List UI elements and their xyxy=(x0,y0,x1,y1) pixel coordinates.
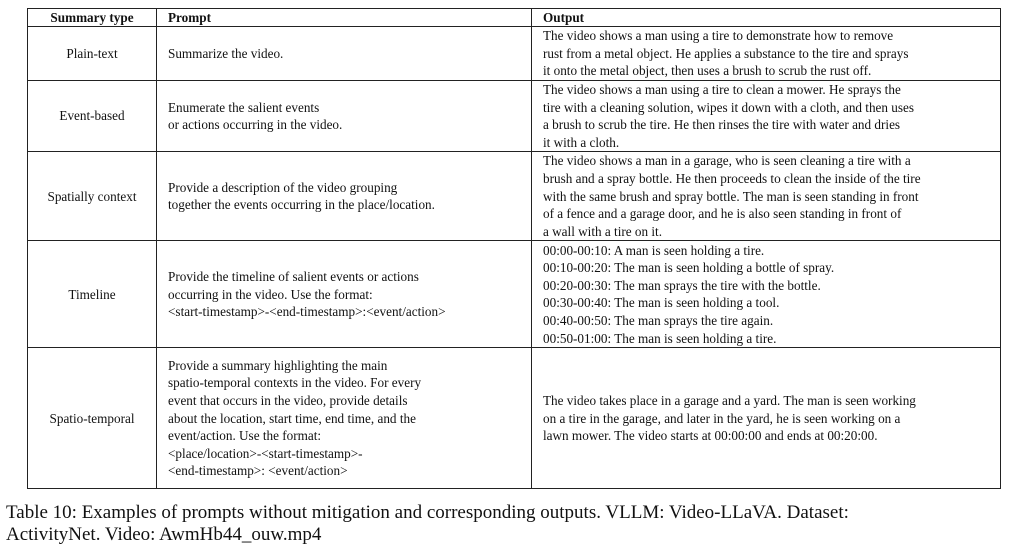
prompt-line: <start-timestamp>-<end-timestamp>:<event/action> xyxy=(168,304,446,320)
output-line: 00:30-00:40: The man is seen holding a tool. xyxy=(543,295,780,311)
output-cell xyxy=(532,152,1001,241)
summary-table xyxy=(27,8,1001,489)
output-line: 00:10-00:20: The man is seen holding a bottle of spray. xyxy=(543,260,835,276)
output-line: The video takes place in a garage and a yard. The man is seen working xyxy=(543,392,916,408)
summary-type-cell: Spatially context xyxy=(28,152,157,241)
summary-type-cell: Spatio-temporal xyxy=(28,348,157,489)
output-line: with the same brush and spray bottle. The man is seen standing in front xyxy=(543,188,919,204)
prompt-line: event that occurs in the video, provide details xyxy=(168,392,408,408)
table-row-spatially-context xyxy=(28,152,1001,241)
output-line: The video shows a man in a garage, who is seen cleaning a tire with a xyxy=(543,153,911,169)
output-cell xyxy=(532,348,1001,489)
output-line: The video shows a man using a tire to demonstrate how to remove xyxy=(543,28,894,44)
table-row-spatio-temporal xyxy=(28,348,1001,489)
output-line: The video shows a man using a tire to clean a mower. He sprays the xyxy=(543,82,901,97)
output-cell xyxy=(532,27,1001,81)
prompt-line: Provide a description of the video grouping xyxy=(168,179,398,195)
table-row-plain-text xyxy=(28,27,1001,81)
prompt-line: Enumerate the salient events xyxy=(168,99,320,115)
prompt-line: event/action. Use the format: xyxy=(168,428,322,444)
table-caption xyxy=(6,502,1022,546)
summary-type-cell: Timeline xyxy=(28,241,157,348)
output-line: rust from a metal object. He applies a substance to the tire and sprays xyxy=(543,45,909,61)
prompt-cell xyxy=(157,27,532,81)
output-line: a wall with a tire on it. xyxy=(543,223,663,239)
prompt-line: together the events occurring in the place/location. xyxy=(168,197,435,213)
output-line: a brush to scrub the tire. He then rinses the tire with water and dries xyxy=(543,117,901,133)
table-row-timeline xyxy=(28,241,1001,348)
prompt-line: Provide the timeline of salient events or actions xyxy=(168,268,419,284)
prompt-line: about the location, start time, end time, and the xyxy=(168,410,416,426)
output-line: it with a cloth. xyxy=(543,134,620,150)
prompt-line: spatio-temporal contexts in the video. For every xyxy=(168,375,422,391)
prompt-line: <end-timestamp>: <event/action> xyxy=(168,463,348,479)
prompt-line: or actions occurring in the video. xyxy=(168,117,343,133)
prompt-cell xyxy=(157,348,532,489)
header-prompt: Prompt xyxy=(157,9,532,27)
output-line: of a fence and a garage door, and he is also seen standing in front of xyxy=(543,206,902,222)
output-line: tire with a cleaning solution, wipes it down with a cloth, and then uses xyxy=(543,99,915,115)
header-output: Output xyxy=(532,9,1001,27)
output-line: 00:00-00:10: A man is seen holding a tire. xyxy=(543,242,765,258)
prompt-line: Summarize the video. xyxy=(168,45,284,61)
header-row xyxy=(28,9,1001,27)
summary-type-cell: Plain-text xyxy=(28,27,157,81)
output-line: 00:40-00:50: The man sprays the tire again. xyxy=(543,312,774,328)
prompt-cell xyxy=(157,241,532,348)
summary-type-cell: Event-based xyxy=(28,81,157,152)
output-line: 00:50-01:00: The man is seen holding a tire. xyxy=(543,330,777,346)
prompt-line: occurring in the video. Use the format: xyxy=(168,286,373,302)
caption-line: Table 10: Examples of prompts without mitigation and corresponding outputs. VLLM: Video-LLaVA. Dataset: xyxy=(6,502,849,523)
prompt-line: Provide a summary highlighting the main xyxy=(168,357,388,373)
output-line: 00:20-00:30: The man sprays the tire with the bottle. xyxy=(543,277,821,293)
output-line: it onto the metal object, then uses a brush to scrub the rust off. xyxy=(543,63,872,79)
prompt-cell xyxy=(157,152,532,241)
output-line: on a tire in the garage, and later in the yard, he is seen working on a xyxy=(543,410,901,426)
output-cell xyxy=(532,241,1001,348)
output-cell xyxy=(532,81,1001,152)
prompt-cell xyxy=(157,81,532,152)
output-line: lawn mower. The video starts at 00:00:00 and ends at 00:20:00. xyxy=(543,428,878,444)
table-row-event-based xyxy=(28,81,1001,152)
header-summary-type: Summary type xyxy=(28,9,157,27)
prompt-line: <place/location>-<start-timestamp>- xyxy=(168,445,363,461)
caption-line: ActivityNet. Video: AwmHb44_ouw.mp4 xyxy=(6,524,322,545)
output-line: brush and a spray bottle. He then proceeds to clean the inside of the tire xyxy=(543,170,921,186)
